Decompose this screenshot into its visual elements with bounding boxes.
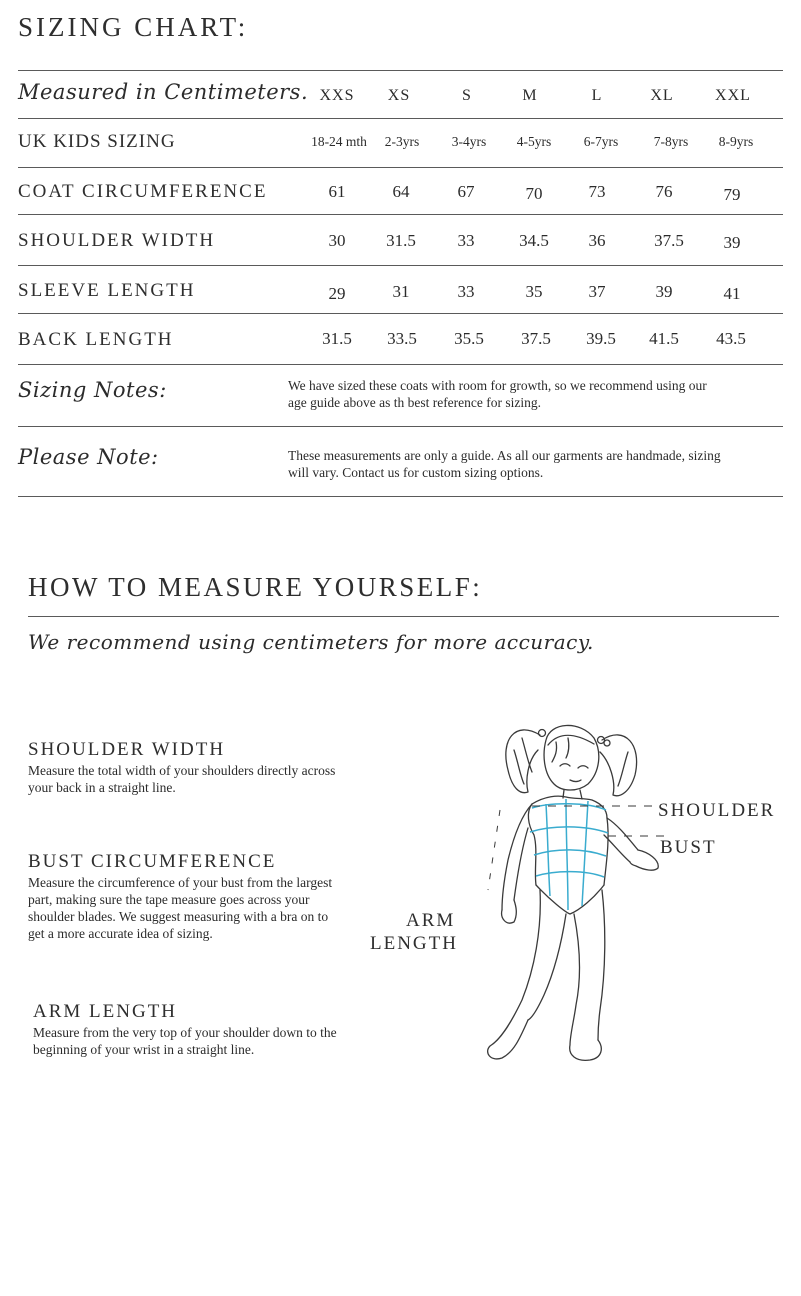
measure-description: Measure the circumference of your bust from the largest part, making sure the tape measure goes across your shoulder blades. We suggest measuring with a bra on to get a more accurate idea of sizing. xyxy=(28,875,333,941)
measure-heading: BUST CIRCUMFERENCE xyxy=(28,851,277,872)
table-cell: 37 xyxy=(588,282,606,301)
size-header-s: S xyxy=(462,87,472,104)
measure-heading: SHOULDER WIDTH xyxy=(28,739,226,760)
size-header-xxs: XXS xyxy=(319,87,355,104)
table-divider xyxy=(18,426,783,427)
table-cell: 31.5 xyxy=(386,231,416,250)
diagram-label-bust: BUST xyxy=(660,837,717,858)
section-divider xyxy=(28,616,779,617)
table-divider xyxy=(18,118,783,119)
table-cell: 35.5 xyxy=(454,329,484,348)
child-figure-illustration xyxy=(470,700,670,1070)
table-divider xyxy=(18,214,783,215)
table-cell: 18-24 mth xyxy=(311,134,367,149)
table-cell: 37.5 xyxy=(521,329,551,348)
size-header-xxl: XXL xyxy=(715,87,751,104)
table-cell: 64 xyxy=(392,182,410,201)
table-divider xyxy=(18,70,783,71)
table-cell: 79 xyxy=(723,185,741,204)
table-cell: 37.5 xyxy=(654,231,684,250)
table-cell: 4-5yrs xyxy=(516,134,552,149)
table-cell: 3-4yrs xyxy=(451,134,487,149)
table-cell: 36 xyxy=(588,231,606,250)
table-cell: 34.5 xyxy=(519,231,549,250)
row-label-uk-kids-sizing: UK KIDS SIZING xyxy=(18,131,176,152)
table-cell: 41.5 xyxy=(649,329,679,348)
table-cell: 35 xyxy=(525,282,543,301)
please-note-label: Please Note: xyxy=(18,445,159,469)
size-header-l: L xyxy=(591,87,603,104)
diagram-label-length: LENGTH xyxy=(370,933,458,954)
unit-note: Measured in Centimeters. xyxy=(18,80,309,104)
table-cell: 67 xyxy=(457,182,475,201)
how-to-measure-subtitle: We recommend using centimeters for more accuracy. xyxy=(28,630,594,654)
measure-heading: ARM LENGTH xyxy=(33,1001,178,1022)
table-cell: 33.5 xyxy=(387,329,417,348)
table-cell: 73 xyxy=(588,182,606,201)
table-cell: 33 xyxy=(457,282,475,301)
table-divider xyxy=(18,313,783,314)
table-cell: 39 xyxy=(723,233,741,252)
measure-description: Measure the total width of your shoulders directly across your back in a straight line. xyxy=(28,763,336,795)
table-divider xyxy=(18,265,783,266)
table-cell: 41 xyxy=(723,284,741,303)
table-divider xyxy=(18,496,783,497)
table-cell: 8-9yrs xyxy=(718,134,754,149)
sizing-notes-label: Sizing Notes: xyxy=(18,378,167,402)
row-label-shoulder-width: SHOULDER WIDTH xyxy=(18,230,216,251)
table-divider xyxy=(18,364,783,365)
row-label-back-length: BACK LENGTH xyxy=(18,329,174,350)
size-header-xl: XL xyxy=(650,87,674,104)
table-cell: 2-3yrs xyxy=(384,134,420,149)
table-cell: 7-8yrs xyxy=(653,134,689,149)
table-cell: 76 xyxy=(655,182,673,201)
measure-item-shoulder-width xyxy=(28,739,348,796)
table-cell: 39 xyxy=(655,282,673,301)
sizing-chart-title: SIZING CHART: xyxy=(18,12,249,42)
table-cell: 30 xyxy=(328,231,346,250)
diagram-label-shoulder: SHOULDER xyxy=(658,800,776,821)
table-cell: 70 xyxy=(525,184,543,203)
table-cell: 6-7yrs xyxy=(583,134,619,149)
measure-item-bust-circumference xyxy=(28,851,338,942)
row-label-coat-circumference: COAT CIRCUMFERENCE xyxy=(18,181,268,202)
size-header-m: M xyxy=(522,87,538,104)
row-label-sleeve-length: SLEEVE LENGTH xyxy=(18,280,196,301)
table-cell: 29 xyxy=(328,284,346,303)
sizing-notes-text: We have sized these coats with room for growth, so we recommend using our age guide above as th best reference for sizing. xyxy=(288,378,707,410)
table-cell: 31 xyxy=(392,282,410,301)
table-cell: 61 xyxy=(328,182,346,201)
please-note-text: These measurements are only a guide. As all our garments are handmade, sizing will vary. Contact us for custom sizing options. xyxy=(288,448,721,480)
table-cell: 43.5 xyxy=(716,329,746,348)
how-to-measure-title: HOW TO MEASURE YOURSELF: xyxy=(28,572,483,602)
table-cell: 33 xyxy=(457,231,475,250)
measure-description: Measure from the very top of your shoulder down to the beginning of your wrist in a straight line. xyxy=(33,1025,337,1057)
size-header-xs: XS xyxy=(387,87,411,104)
measure-item-arm-length xyxy=(33,1001,348,1058)
diagram-label-arm: ARM xyxy=(406,910,456,931)
table-cell: 31.5 xyxy=(322,329,352,348)
table-divider xyxy=(18,167,783,168)
table-cell: 39.5 xyxy=(586,329,616,348)
